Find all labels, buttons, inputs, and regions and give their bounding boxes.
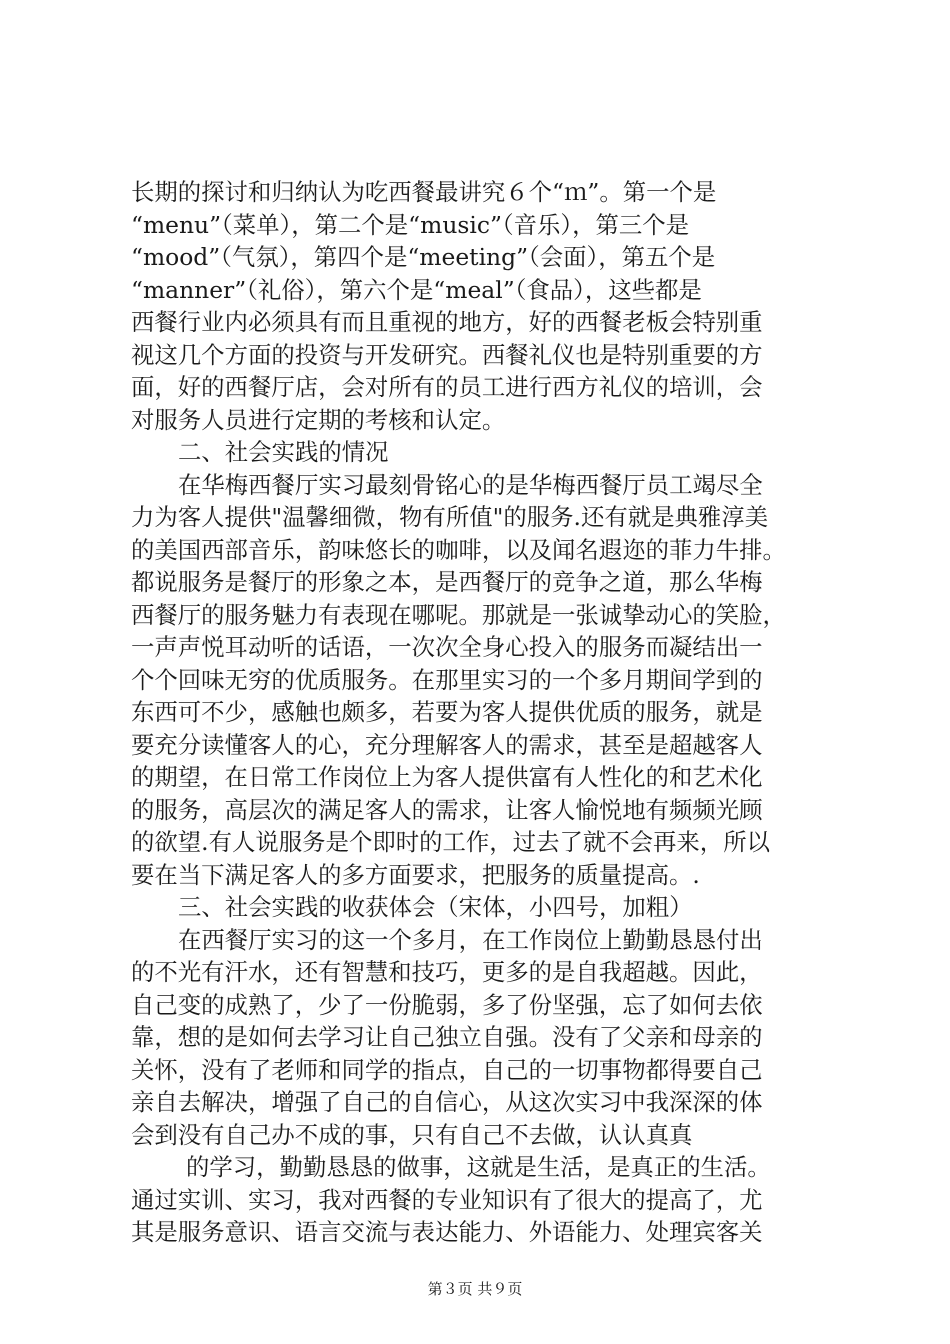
text-line: “menu”（菜单），第二个是“music”（音乐），第三个是	[131, 210, 690, 239]
text-line: 在西餐厅实习的这一个多月，在工作岗位上勤勤恳恳付出	[178, 925, 763, 954]
text-line: “mood”（气氛），第四个是“meeting”（会面），第五个是	[131, 243, 716, 271]
text-line: 的美国西部音乐，韵味悠长的咖啡，以及闻名遐迩的菲力牛排。	[131, 535, 786, 564]
text-line: 长期的探讨和归纳认为吃西餐最讲究６个“ｍ”。第一个是	[131, 178, 717, 206]
text-line: 的学习，勤勤恳恳的做事，这就是生活，是真正的生活。	[186, 1153, 771, 1181]
text-line: 要充分读懂客人的心，充分理解客人的需求，甚至是超越客人	[131, 730, 763, 759]
text-line: 关怀，没有了老师和同学的指点，自己的一切事物都得要自己	[131, 1055, 763, 1084]
text-line: 力为客人提供"温馨细微，物有所值"的服务.还有就是典雅淳美	[131, 503, 769, 531]
text-line: 亲自去解决，增强了自己的自信心，从这次实习中我深深的体	[131, 1088, 763, 1116]
text-line: 自己变的成熟了，少了一份脆弱，多了份坚强，忘了如何去依	[131, 990, 763, 1019]
text-line: 都说服务是餐厅的形象之本，是西餐厅的竞争之道，那么华梅	[131, 568, 763, 596]
text-line: 面，好的西餐厅店，会对所有的员工进行西方礼仪的培训，会	[131, 373, 763, 401]
text-line: 二、社会实践的情况	[178, 438, 389, 466]
text-line: 靠，想的是如何去学习让自己独立自强。没有了父亲和母亲的	[131, 1023, 763, 1051]
text-line: 要在当下满足客人的多方面要求，把服务的质量提高。.	[131, 860, 700, 889]
text-line: 的服务，高层次的满足客人的需求，让客人愉悦地有频频光顾	[131, 795, 763, 824]
text-line: 对服务人员进行定期的考核和认定。	[131, 405, 506, 434]
text-line: 个个回味无穷的优质服务。在那里实习的一个多月期间学到的	[131, 665, 763, 694]
text-line: 的期望，在日常工作岗位上为客人提供富有人性化的和艺术化	[131, 763, 763, 791]
text-line: 在华梅西餐厅实习最刻骨铭心的是华梅西餐厅员工竭尽全	[178, 470, 763, 499]
text-line: 会到没有自己办不成的事，只有自己不去做，认认真真	[131, 1120, 693, 1149]
text-line: 视这几个方面的投资与开发研究。西餐礼仪也是特别重要的方	[131, 340, 763, 369]
text-line: 东西可不少，感触也颇多，若要为客人提供优质的服务，就是	[131, 698, 763, 726]
text-line: 的欲望.有人说服务是个即时的工作，过去了就不会再来，所以	[131, 828, 770, 856]
document-body	[131, 176, 841, 1249]
text-line: 西餐行业内必须具有而且重视的地方，好的西餐老板会特别重	[131, 308, 763, 336]
text-line: 一声声悦耳动听的话语，一次次全身心投入的服务而凝结出一	[131, 633, 763, 661]
text-line: 西餐厅的服务魅力有表现在哪呢。那就是一张诚挚动心的笑脸，	[131, 600, 786, 629]
text-line: “manner”（礼俗），第六个是“meal”（食品），这些都是	[131, 275, 702, 304]
text-line: 的不光有汗水，还有智慧和技巧，更多的是自我超越。因此，	[131, 958, 763, 986]
text-line: 三、社会实践的收获体会（宋体，小四号，加粗）	[178, 893, 693, 921]
page-footer: 第３页 共９页	[427, 1280, 523, 1298]
text-line: 其是服务意识、语言交流与表达能力、外语能力、处理宾客关	[131, 1218, 763, 1246]
text-line: 通过实训、实习，我对西餐的专业知识有了很大的提高了，尤	[131, 1185, 763, 1214]
